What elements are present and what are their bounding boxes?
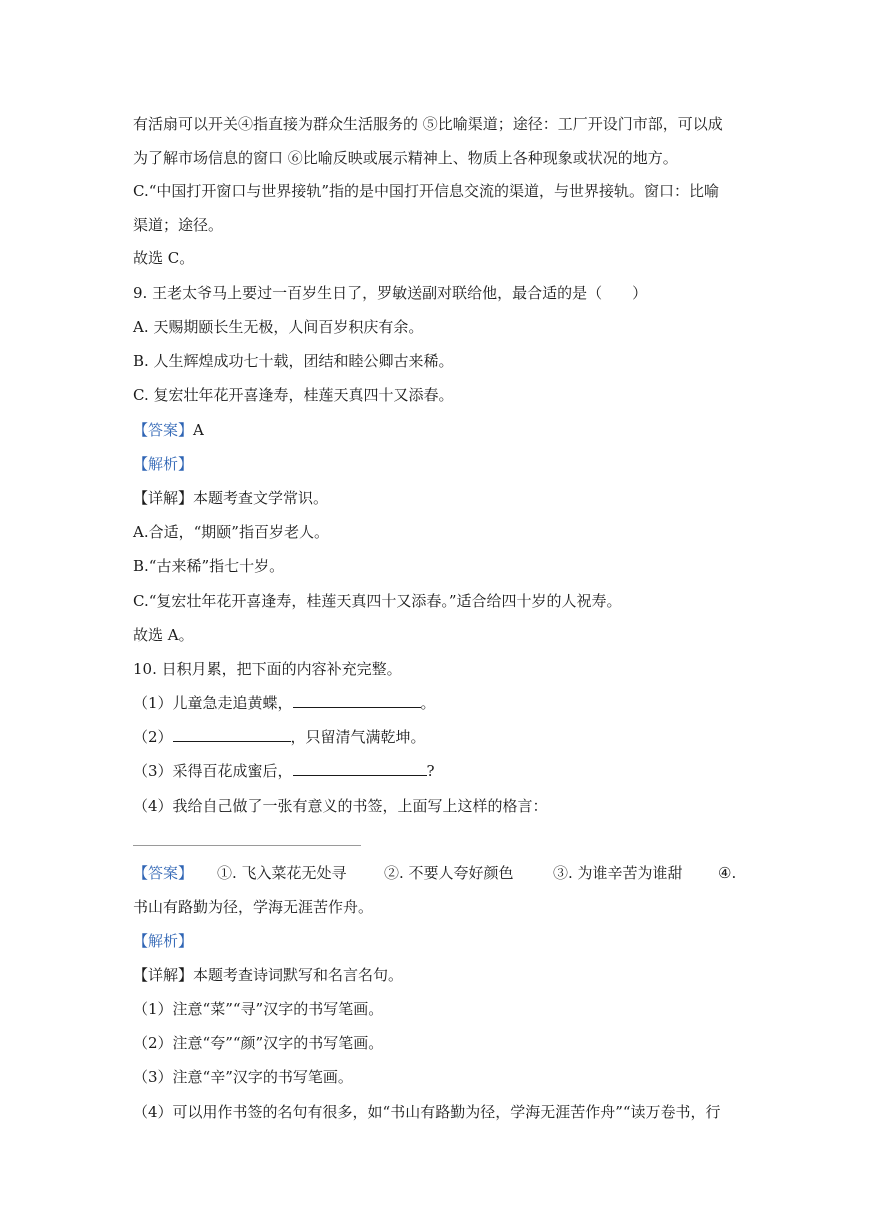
fill-prefix: （2）	[133, 728, 173, 746]
detail-text: 本题考查诗词默写和名言名句。	[193, 966, 404, 984]
detail-tag: 【详解】	[133, 966, 194, 984]
question-9: 9. 王老太爷马上要过一百岁生日了，罗敏送副对联给他，最合适的是（ ）	[133, 284, 648, 302]
answer-blank-line[interactable]	[133, 845, 361, 846]
text-line: C.“中国打开窗口与世界接轨”指的是中国打开信息交流的渠道，与世界接轨。窗口：比喻	[133, 182, 720, 200]
fill-prefix: （1）儿童急走追黄蝶，	[133, 694, 293, 712]
fill-item-4: （4）我给自己做了一张有意义的书签，上面写上这样的格言：	[133, 797, 548, 815]
text-line: 故选 C。	[133, 249, 195, 267]
answer-item: ②. 不要人夸好颜色	[384, 864, 514, 882]
fill-blank[interactable]	[293, 693, 421, 708]
text-line: 有活扇可以开关④指直接为群众生活服务的 ⑤比喻渠道；途径：工厂开设门市部，可以成	[133, 115, 723, 133]
answer-item: ④.	[718, 864, 737, 882]
answer-value: A	[193, 421, 204, 439]
option-a: A. 天赐期颐长生无极，人间百岁积庆有余。	[133, 318, 424, 336]
explanation-line: C.“复宏壮年花开喜逢寿，桂莲天真四十又添春。”适合给四十岁的人祝寿。	[133, 592, 622, 610]
explanation-line: （2）注意“夸”“颜”汉字的书写笔画。	[133, 1034, 384, 1052]
explanation-line: A.合适，“期颐”指百岁老人。	[133, 523, 329, 541]
conclusion-line: 故选 A。	[133, 626, 194, 644]
detail-tag: 【详解】	[133, 489, 194, 507]
fill-item-2	[133, 727, 426, 747]
answer-tag: 【答案】	[133, 864, 194, 882]
fill-suffix: ，只留清气满乾坤。	[290, 728, 426, 746]
fill-blank[interactable]	[173, 727, 291, 742]
fill-suffix: ?	[426, 762, 435, 780]
answer-tag: 【答案】	[133, 421, 194, 439]
analysis-tag: 【解析】	[133, 932, 194, 950]
fill-item-3	[133, 761, 435, 781]
answer-line	[133, 420, 204, 440]
question-10: 10. 日积月累，把下面的内容补充完整。	[133, 660, 402, 678]
answer-item: ③. 为谁辛苦为谁甜	[553, 864, 683, 882]
fill-item-1	[133, 693, 436, 713]
fill-suffix: 。	[420, 694, 436, 712]
explanation-line: （1）注意“菜”“寻”汉字的书写笔画。	[133, 1000, 384, 1018]
explanation-line: （3）注意“辛”汉字的书写笔画。	[133, 1068, 353, 1086]
text-line: 渠道；途径。	[133, 216, 224, 234]
fill-prefix: （3）采得百花成蜜后，	[133, 762, 293, 780]
fill-blank[interactable]	[293, 761, 427, 776]
answer-continued: 书山有路勤为径，学海无涯苦作舟。	[133, 898, 374, 916]
detail-text: 本题考查文学常识。	[193, 489, 329, 507]
detail-line	[133, 488, 328, 508]
detail-line	[133, 965, 403, 985]
analysis-tag: 【解析】	[133, 455, 194, 473]
explanation-line: B.“古来稀”指七十岁。	[133, 557, 285, 575]
answer-item: ①. 飞入菜花无处寻	[217, 864, 347, 882]
option-c: C. 复宏壮年花开喜逢寿，桂莲天真四十又添春。	[133, 386, 454, 404]
option-b: B. 人生辉煌成功七十载，团结和睦公卿古来稀。	[133, 352, 454, 370]
text-line: 为了解市场信息的窗口 ⑥比喻反映或展示精神上、物质上各种现象或状况的地方。	[133, 149, 678, 167]
explanation-line: （4）可以用作书签的名句有很多，如“书山有路勤为径，学海无涯苦作舟”“读万卷书，行	[133, 1103, 721, 1121]
